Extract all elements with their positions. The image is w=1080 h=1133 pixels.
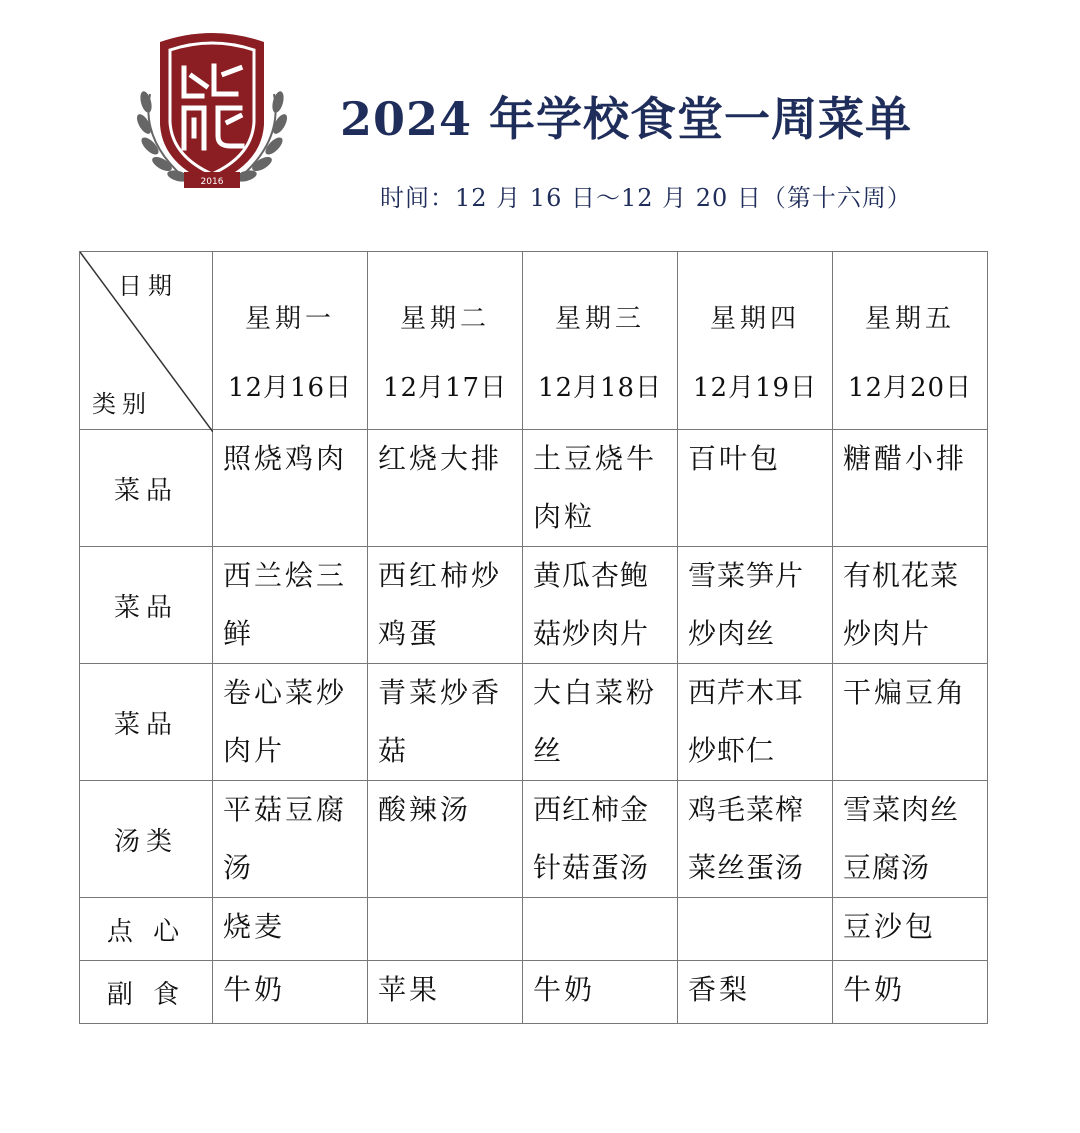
- dish-cell: 土豆烧牛肉粒: [523, 430, 678, 547]
- dish-cell: 平菇豆腐汤: [213, 781, 368, 898]
- dish-cell: 照烧鸡肉: [213, 430, 368, 547]
- table-row: [80, 664, 988, 781]
- dish-cell: 西兰烩三鲜: [213, 547, 368, 664]
- dish-cell: 烧麦: [213, 898, 368, 961]
- dish-cell: 苹果: [368, 961, 523, 1024]
- table-row: [80, 430, 988, 547]
- corner-cell: [80, 252, 213, 430]
- dish-cell: 牛奶: [833, 961, 988, 1024]
- table-row: [80, 547, 988, 664]
- day-header-tue: [368, 252, 523, 430]
- school-crest-icon: [132, 24, 292, 194]
- dish-cell: [368, 898, 523, 961]
- category-cell: 点 心: [80, 898, 213, 961]
- dish-cell: 牛奶: [213, 961, 368, 1024]
- table-row: [80, 898, 988, 961]
- category-cell: 菜品: [80, 547, 213, 664]
- day-name: 星期三: [554, 304, 645, 334]
- dish-cell: 豆沙包: [833, 898, 988, 961]
- category-cell: 菜品: [80, 430, 213, 547]
- dish-cell: 西红柿金针菇蛋汤: [523, 781, 678, 898]
- day-header-thu: [678, 252, 833, 430]
- day-header-wed: [523, 252, 678, 430]
- dish-cell: [678, 898, 833, 961]
- table-row: [80, 781, 988, 898]
- corner-category-label: 类别: [92, 390, 152, 418]
- dish-cell: 西芹木耳炒虾仁: [678, 664, 833, 781]
- day-date: 12月17日: [382, 373, 508, 403]
- day-date: 12月18日: [537, 373, 663, 403]
- weekly-menu-table: [79, 251, 988, 1024]
- category-cell: 汤类: [80, 781, 213, 898]
- logo-year: 2016: [200, 177, 224, 187]
- category-cell: 副 食: [80, 961, 213, 1024]
- corner-date-label: 日期: [118, 272, 178, 300]
- day-name: 星期五: [864, 304, 955, 334]
- dish-cell: 西红柿炒鸡蛋: [368, 547, 523, 664]
- day-header-fri: [833, 252, 988, 430]
- dish-cell: 鸡毛菜榨菜丝蛋汤: [678, 781, 833, 898]
- dish-cell: 雪菜肉丝豆腐汤: [833, 781, 988, 898]
- dish-cell: 糖醋小排: [833, 430, 988, 547]
- table-row: [80, 961, 988, 1024]
- dish-cell: 红烧大排: [368, 430, 523, 547]
- day-name: 星期一: [244, 304, 335, 334]
- day-name: 星期四: [709, 304, 800, 334]
- day-date: 12月19日: [692, 373, 818, 403]
- day-date: 12月20日: [847, 373, 973, 403]
- school-logo: [132, 24, 292, 194]
- dish-cell: 大白菜粉丝: [523, 664, 678, 781]
- day-header-mon: [213, 252, 368, 430]
- dish-cell: 黄瓜杏鲍菇炒肉片: [523, 547, 678, 664]
- page-title: 2024 年学校食堂一周菜单: [340, 92, 913, 146]
- dish-cell: 有机花菜炒肉片: [833, 547, 988, 664]
- day-date: 12月16日: [227, 373, 353, 403]
- table-header-row: [80, 252, 988, 430]
- dish-cell: 香梨: [678, 961, 833, 1024]
- dish-cell: 青菜炒香菇: [368, 664, 523, 781]
- category-cell: 菜品: [80, 664, 213, 781]
- dish-cell: 雪菜笋片炒肉丝: [678, 547, 833, 664]
- menu-date-range: 时间：12 月 16 日～12 月 20 日（第十六周）: [380, 184, 912, 212]
- dish-cell: 卷心菜炒肉片: [213, 664, 368, 781]
- dish-cell: 酸辣汤: [368, 781, 523, 898]
- day-name: 星期二: [399, 304, 490, 334]
- dish-cell: 干煸豆角: [833, 664, 988, 781]
- dish-cell: [523, 898, 678, 961]
- dish-cell: 牛奶: [523, 961, 678, 1024]
- dish-cell: 百叶包: [678, 430, 833, 547]
